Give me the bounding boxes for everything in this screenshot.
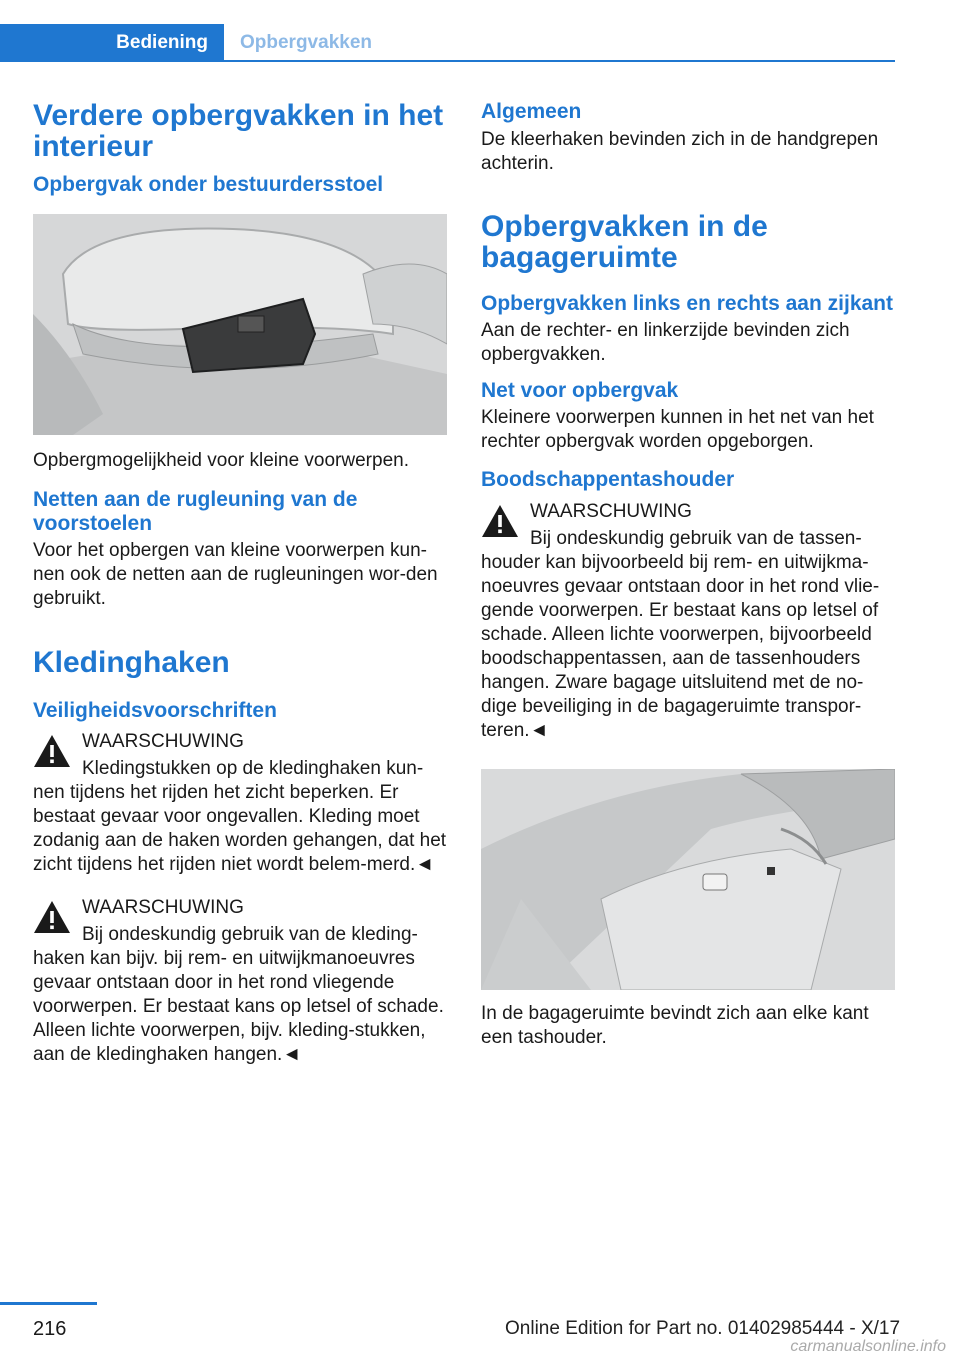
warning-triangle-icon [33,900,71,934]
warning-triangle-icon [481,504,519,538]
heading-net: Net voor opbergvak [481,379,679,402]
tab-opbergvakken: Opbergvakken [240,32,372,53]
trunk-caption: In de bagageruimte bevindt zich aan elke kant een tashouder. [481,1003,869,1048]
warning-text: houder kan bijvoorbeeld bij rem- en uitwijkma-noeuvres gevaar ontstaan door in het rond vlie-gende voorwerpen. Er bestaat kans op letsel of schade. Alleen lichte voorwerpen, bijvoorbeeld boodschappentassen, aan de tassenhouders hangen. Zware bagage uitsluitend met de no-dige beveiliging in de bagageruimte transpor-teren.◄ [481,552,880,741]
warning-text: haken kan bijv. bij rem- en uitwijkmanoeuvres gevaar ontstaan door in het rond vliegende voorwerpen. Er bestaat kans op letsel of schade. Alleen lichte voorwerpen, bijv. kleding-stukken, aan de kledinghaken hangen.◄ [33,948,444,1065]
heading-seatback-nets: Netten aan de rugleuning van de voorstoelen [33,488,358,535]
seat-storage-illustration [33,214,447,435]
heading-side-storage: Opbergvakken links en rechts aan zijkant [481,292,893,315]
header-rule [0,60,895,62]
warning-text: nen tijdens het rijden het zicht beperken. Er bestaat gevaar voor ongevallen. Kleding moet zodanig aan de haken worden gehangen, dat het zicht tijdens het rijden niet wordt belem-merd.◄ [33,782,447,875]
warning-triangle-icon [33,734,71,768]
edition-note: Online Edition for Part no. 01402985444 - X/17 [505,1318,901,1339]
general-text: De kleerhaken bevinden zich in de handgrepen achterin. [481,129,879,174]
page-header [0,24,895,62]
trunk-drawing [481,769,895,990]
heading-luggage-storage: Opbergvakken in de bagageruimte [481,210,768,274]
heading-safety: Veiligheidsvoorschriften [33,699,277,722]
warning-block-1 [33,730,447,877]
heading-bag-holder: Boodschappentashouder [481,468,735,491]
page-number: 216 [33,1318,67,1340]
seatback-nets-text: Voor het opbergen van kleine voorwerpen kun-nen ook de netten aan de rugleuningen wor-den gebruikt. [33,540,438,609]
warning-text-first-line: Kledingstukken op de kledinghaken kun- [82,758,424,779]
warning-title: WAARSCHUWING [82,731,244,752]
right-column [481,100,895,1050]
heading-clothes-hooks: Kledinghaken [33,646,230,679]
left-column [33,100,447,1067]
heading-seat-storage: Opbergvak onder bestuurdersstoel [33,173,384,196]
footer-rule [0,1302,97,1305]
trunk-illustration [481,769,895,990]
side-storage-text: Aan de rechter- en linkerzijde bevinden zich opbergvakken. [481,320,850,365]
watermark: carmanualsonline.info [790,1338,946,1355]
seat-drawing [33,214,447,435]
warning-text-first-line: Bij ondeskundig gebruik van de kleding- [82,924,418,945]
seat-storage-caption: Opbergmogelijkheid voor kleine voorwerpen. [33,450,409,471]
warning-text-first-line: Bij ondeskundig gebruik van de tassen- [530,528,862,549]
warning-title: WAARSCHUWING [82,897,244,918]
heading-general: Algemeen [481,100,582,123]
warning-block-2 [33,896,447,1067]
heading-interior-storage: Verdere opbergvakken in het interieur [33,99,444,163]
net-text: Kleinere voorwerpen kunnen in het net van het rechter opbergvak worden opgeborgen. [481,407,874,452]
tab-bediening: Bediening [0,24,224,62]
warning-title: WAARSCHUWING [530,501,692,522]
warning-block-3 [481,500,895,743]
